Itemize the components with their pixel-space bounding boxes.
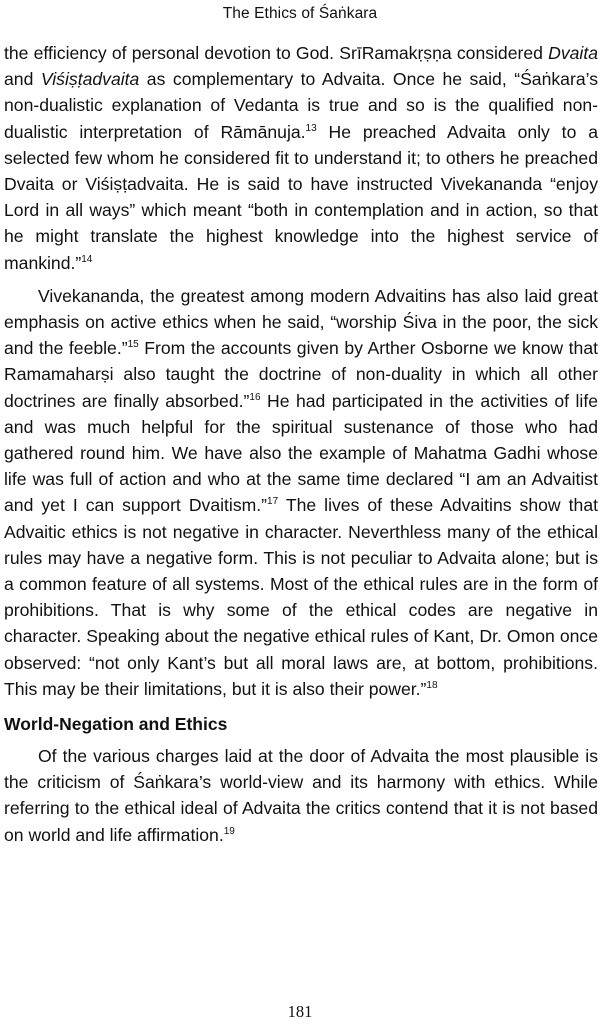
- paragraph-1-text: as complementary to Advaita. Once he said, “Śaṅkara’s non-dualistic explanation of Vedanta is true and so is the qualified non-dualistic interpretation of Rāmānuja.: [4, 69, 598, 142]
- footnote-ref-19[interactable]: 19: [223, 825, 235, 837]
- paragraph-2-text: The lives of these Advaitins show that Advaitic ethics is not negative in character. Neverthless many of the ethical rules may have a negative form. This is not peculiar to Advaita alone; but is a common feature of all systems. Most of the ethical rules are in the form of prohibitions. That is why some of the ethical codes are negative in character. Speaking about the negative ethical rules of Kant, Dr. Omon once observed: “not only Kant’s but all moral laws are, at bottom, prohibitions. This may be their limitations, but it is also their power.”: [4, 495, 598, 699]
- term-dvaita: Dvaita: [548, 43, 598, 63]
- paragraph-2-text: From the accounts given by Arther Osborne we know that Ramamaharṣi also taught the doctrine of non-duality in which all other doctrines are finally absorbed.”: [4, 338, 598, 411]
- footnote-ref-15[interactable]: 15: [127, 339, 139, 351]
- paragraph-3: [4, 743, 598, 848]
- paragraph-1-text: He preached Advaita only to a selected few whom he considered fit to understand it; to others he preached Dvaita or Viśiṣṭadvaita. He is said to have instructed Vivekananda “enjoy Lord in all ways” which meant “both in contemplation and in action, so that he might translate the highest knowledge into the highest service of mankind.”: [4, 121, 598, 273]
- paragraph-2: [4, 283, 598, 702]
- footnote-ref-16[interactable]: 16: [249, 391, 261, 403]
- footnote-ref-14[interactable]: 14: [81, 253, 93, 265]
- paragraph-1-text: and: [4, 69, 41, 90]
- running-head: The Ethics of Śaṅkara: [222, 5, 378, 22]
- paragraph-2-text: He had participated in the activities of life and was much helpful for the spiritual sustenance of those who had gathered round him. We have also the example of Mahatma Gadhi whose life was full of action and who at the same time declared “I am an Advaitist and yet I can support Dvaitism.”: [4, 390, 599, 516]
- paragraph-2-text: Vivekananda, the greatest among modern Advaitins has also laid great emphasis on active ethics when he said, “worship Śiva in the poor, the sick and the feeble.”: [4, 285, 598, 359]
- paragraph-1: [4, 40, 598, 276]
- footnote-ref-13[interactable]: 13: [305, 122, 317, 134]
- paragraph-1-text: the efficiency of personal devotion to God. SrīRamakṛṣṇa considered: [4, 43, 549, 63]
- term-visistadvaita: Viśiṣṭadvaita: [40, 69, 140, 90]
- footnote-ref-17[interactable]: 17: [267, 496, 279, 508]
- footnote-ref-18[interactable]: 18: [426, 680, 438, 692]
- paragraph-3-text: Of the various charges laid at the door of Advaita the most plausible is the criticism of Śaṅkara’s world-view and its harmony with ethics. While referring to the ethical ideal of Advaita the critics contend that it is not based on world and life affirmation.: [4, 746, 598, 845]
- page-number: 181: [287, 1002, 313, 1021]
- section-heading: World-Negation and Ethics: [4, 714, 228, 735]
- page-body: [4, 40, 598, 848]
